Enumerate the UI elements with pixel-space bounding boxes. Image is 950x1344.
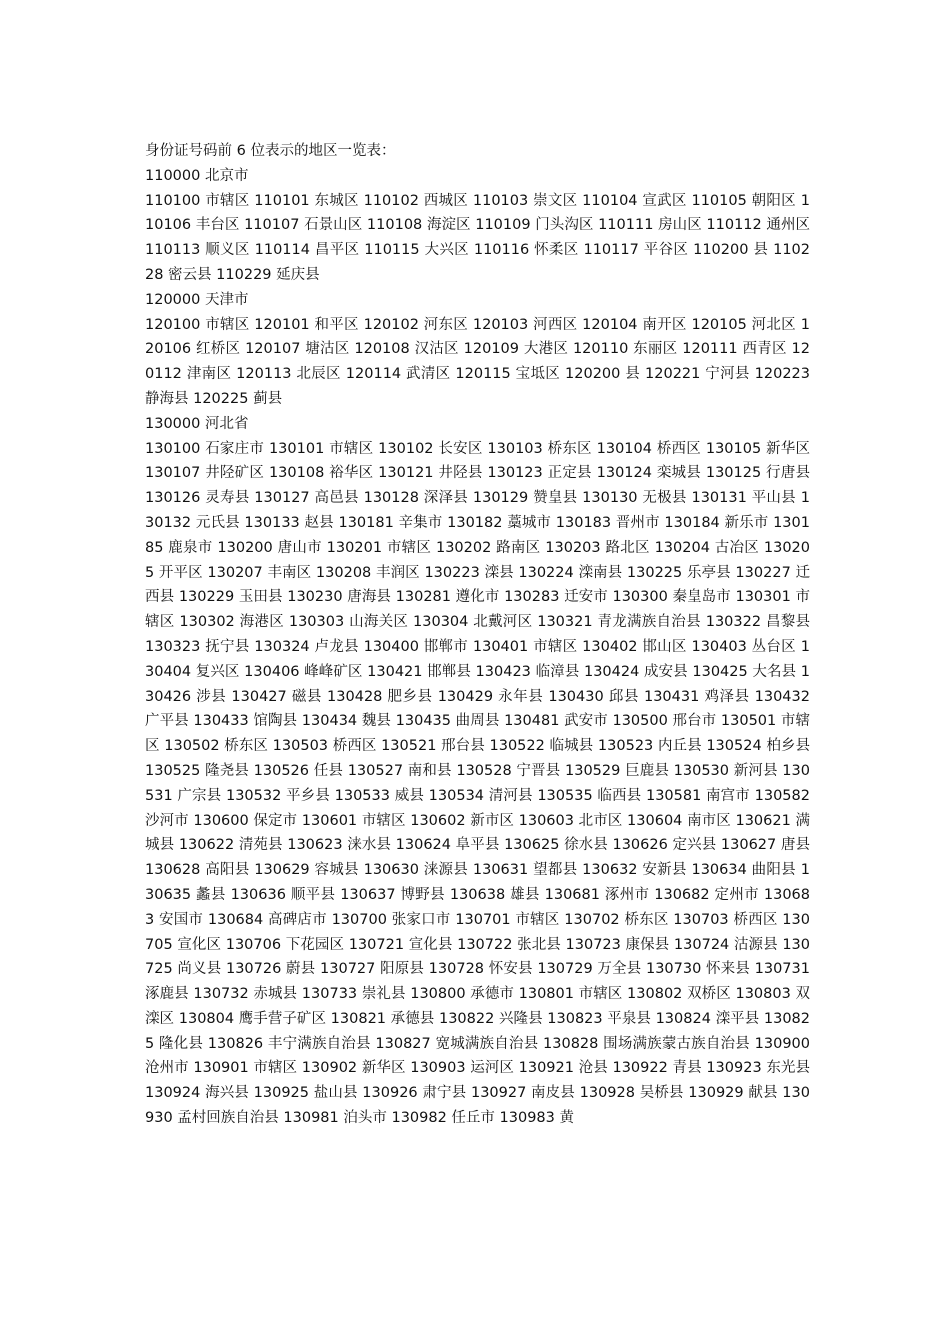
document-title: 身份证号码前 6 位表示的地区一览表： xyxy=(145,143,396,159)
region-codes-tianjin: 120100 市辖区 120101 和平区 120102 河东区 120103 河西区 120104 南开区 120105 河北区 120106 红桥区 120107 塘沽区 120108 汉沽区 120109 大港区 120110 东丽区 120111 西青区 120112 津南区 120113 北辰区 120114 武清区 120115 宝坻区 120200 县 120221 宁河县 120223 静海县 120225 蓟县 xyxy=(145,316,810,407)
region-codes-hebei: 130100 石家庄市 130101 市辖区 130102 长安区 130103 桥东区 130104 桥西区 130105 新华区 130107 井陉矿区 130108 裕华区 130121 井陉县 130123 正定县 130124 栾城县 130125 行唐县 130126 灵寿县 130127 高邑县 130128 深泽县 130129 赞皇县 130130 无极县 130131 平山县 130132 元氏县 130133 赵县 130181 辛集市 130182 藁城市 130183 晋州市 130184 新乐市 130185 鹿泉市 130200 唐山市 130201 市辖区 130202 路南区 130203 路北区 130204 古冶区 130205 开平区 130207 丰南区 130208 丰润区 130223 滦县 130224 滦南县 130225 乐亭县 130227 迁西县 130229 玉田县 130230 唐海县 130281 遵化市 130283 迁安市 130300 秦皇岛市 130301 市辖区 130302 海港区 130303 山海关区 130304 北戴河区 130321 青龙满族自治县 130322 昌黎县 130323 抚宁县 130324 卢龙县 130400 邯郸市 130401 市辖区 130402 邯山区 130403 丛台区 130404 复兴区 130406 峰峰矿区 130421 邯郸县 130423 临漳县 130424 成安县 130425 大名县 130426 涉县 130427 磁县 130428 肥乡县 130429 永年县 130430 邱县 130431 鸡泽县 130432 广平县 130433 馆陶县 130434 魏县 130435 曲周县 130481 武安市 130500 邢台市 130501 市辖区 130502 桥东区 130503 桥西区 130521 邢台县 130522 临城县 130523 内丘县 130524 柏乡县 130525 隆尧县 130526 任县 130527 南和县 130528 宁晋县 130529 巨鹿县 130530 新河县 130531 广宗县 130532 平乡县 130533 威县 130534 清河县 130535 临西县 130581 南宫市 130582 沙河市 130600 保定市 130601 市辖区 130602 新市区 130603 北市区 130604 南市区 130621 满城县 130622 清苑县 130623 涞水县 130624 阜平县 130625 徐水县 130626 定兴县 130627 唐县 130628 高阳县 130629 容城县 130630 涞源县 130631 望都县 130632 安新县 130634 曲阳县 130635 蠡县 130636 顺平县 130637 博野县 130638 雄县 130681 涿州市 130682 定州市 130683 安国市 130684 高碑店市 130700 张家口市 130701 市辖区 130702 桥东区 130703 桥西区 130705 宣化区 130706 下花园区 130721 宣化县 130722 张北县 130723 康保县 130724 沽源县 130725 尚义县 130726 蔚县 130727 阳原县 130728 怀安县 130729 万全县 130730 怀来县 130731 涿鹿县 130732 赤城县 130733 崇礼县 130800 承德市 130801 市辖区 130802 双桥区 130803 双滦区 130804 鹰手营子矿区 130821 承德县 130822 兴隆县 130823 平泉县 130824 滦平县 130825 隆化县 130826 丰宁满族自治县 130827 宽城满族自治县 130828 围场满族蒙古族自治县 130900 沧州市 130901 市辖区 130902 新华区 130903 运河区 130921 沧县 130922 青县 130923 东光县 130924 海兴县 130925 盐山县 130926 肃宁县 130927 南皮县 130928 吴桥县 130929 献县 130930 孟村回族自治县 130981 泊头市 130982 任丘市 130983 黄 xyxy=(145,440,810,1127)
region-heading-beijing: 110000 北京市 xyxy=(145,167,249,184)
region-heading-hebei: 130000 河北省 xyxy=(145,415,249,432)
region-codes-beijing: 110100 市辖区 110101 东城区 110102 西城区 110103 崇文区 110104 宣武区 110105 朝阳区 110106 丰台区 110107 石景山区 110108 海淀区 110109 门头沟区 110111 房山区 110112 通州区 110113 顺义区 110114 昌平区 110115 大兴区 110116 怀柔区 110117 平谷区 110200 县 110228 密云县 110229 延庆县 xyxy=(145,192,810,283)
region-heading-tianjin: 120000 天津市 xyxy=(145,291,249,308)
document-page xyxy=(145,139,810,1131)
